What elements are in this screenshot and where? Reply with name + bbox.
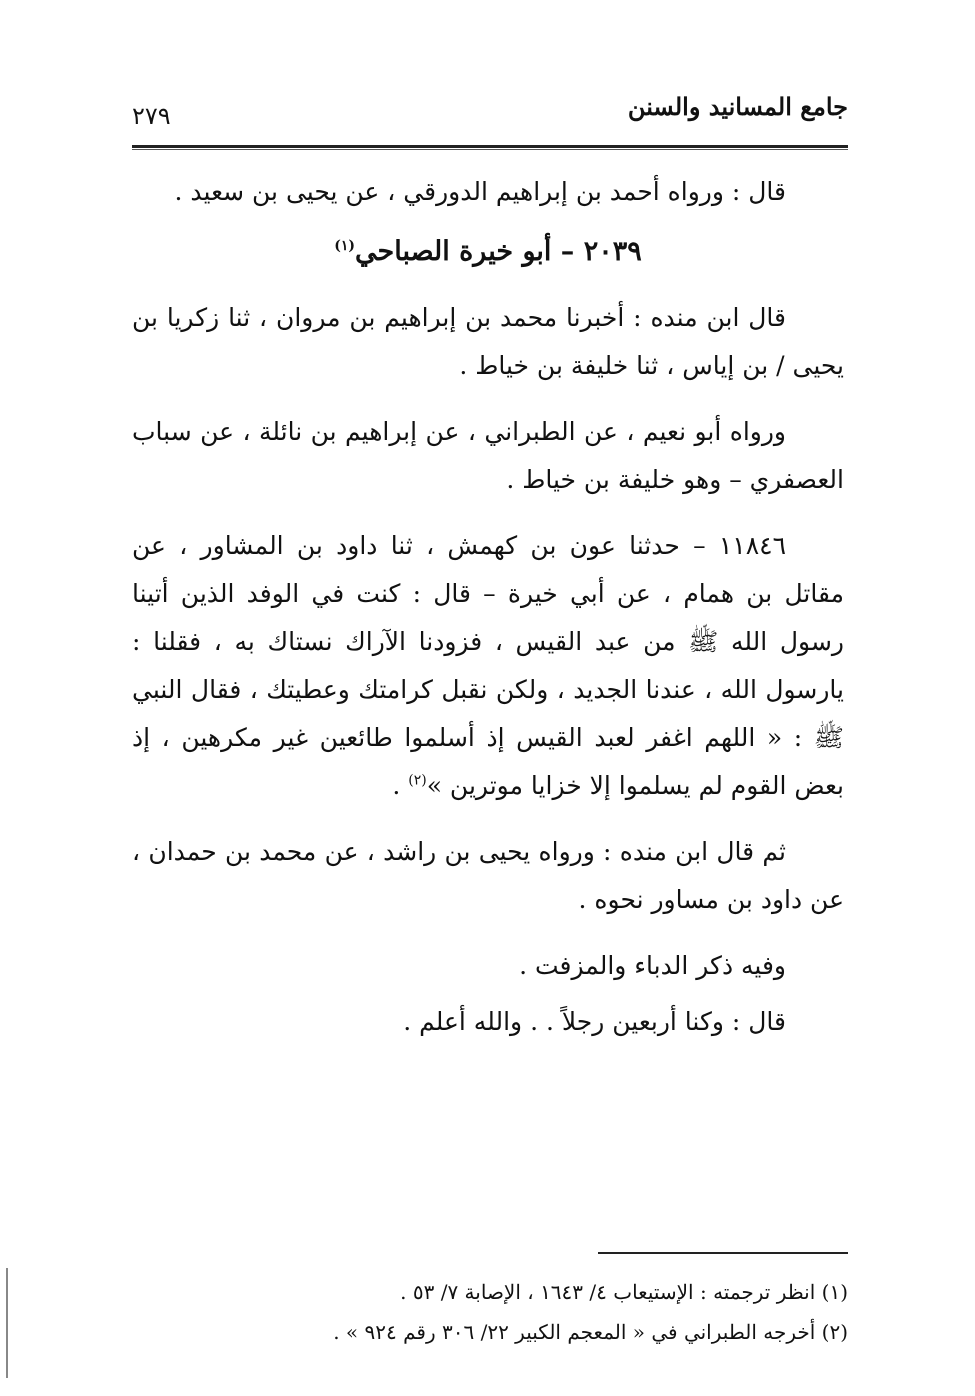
footnote-ref-1: (١)	[334, 238, 356, 254]
paragraph-7: قال : وكنا أربعين رجلاً . . والله أعلم .	[403, 1007, 786, 1036]
footnote-rule	[598, 1252, 848, 1254]
footnotes	[132, 1272, 848, 1352]
scan-margin-mark	[6, 1268, 8, 1378]
footnote-2: (٢) أخرجه الطبراني في « المعجم الكبير ٢٢/ ٣٠٦ رقم ٩٢٤ » .	[333, 1320, 848, 1344]
hadith-tail: .	[392, 771, 409, 800]
hadith-text: ١١٨٤٦ – حدثنا عون بن كهمش ، ثنا داود بن المشاور ، عن مقاتل بن همام ، عن أبي خيرة – قال : كنت في الوفد الذين أتينا رسول الله ﷺ من عبد القيس ، فزودنا الآراك نستاك به ، فقلنا : يارسول الله ، عندنا الجديد ، ولكن نقبل كرامتك وعطيتك ، فقال النبي ﷺ : « اللهم اغفر لعبد القيس إذ أسلموا طائعين غير مكرهين ، إذ بعض القوم لم يسلموا إلا خزايا موترين »	[132, 531, 844, 800]
body-text	[132, 168, 844, 1054]
page-header	[132, 88, 848, 136]
header-rule	[132, 145, 848, 148]
section-heading	[132, 224, 844, 280]
running-head: جامع المسانيد والسنن	[627, 92, 848, 121]
paragraph-3: ورواه أبو نعيم ، عن الطبراني ، عن إبراهيم بن نائلة ، عن سباب العصفري – وهو خليفة بن خياط .	[132, 417, 844, 494]
heading-text: ٢٠٣٩ – أبو خيرة الصباحي	[355, 236, 642, 267]
paragraph-6: وفيه ذكر الدباء والمزفت .	[519, 951, 786, 980]
paragraph-2: قال ابن منده : أخبرنا محمد بن إبراهيم بن مروان ، ثنا زكريا بن يحيى / بن إياس ، ثنا خليفة بن خياط .	[132, 303, 844, 380]
footnote-1: (١) انظر ترجمته : الإستيعاب ٤/ ١٦٤٣ ، الإصابة ٧/ ٥٣ .	[400, 1280, 848, 1304]
paragraph-4	[132, 522, 844, 810]
footnote-ref-2: (٢)	[408, 772, 427, 789]
page-number: ٢٧٩	[132, 102, 171, 130]
paragraph-1: قال : ورواه أحمد بن إبراهيم الدورقي ، عن يحيى بن سعيد .	[174, 177, 786, 206]
paragraph-5: ثم قال ابن منده : ورواه يحيى بن راشد ، عن محمد بن حمدان ، عن داود بن مساور نحوه .	[132, 837, 844, 914]
